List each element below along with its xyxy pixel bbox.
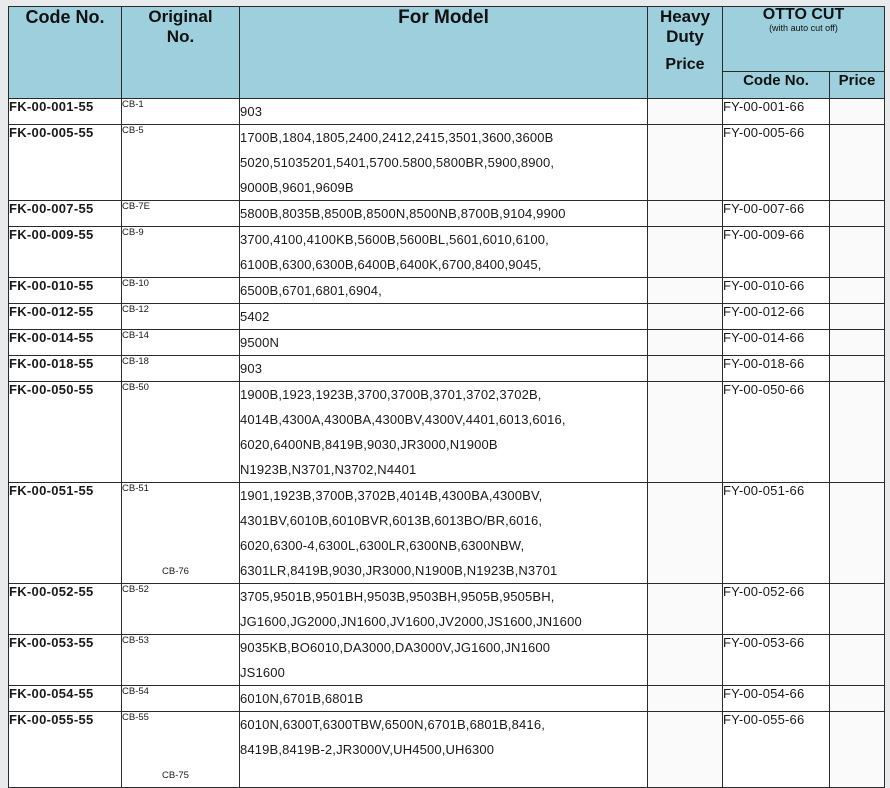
heavy-duty-price-cell [648,686,723,712]
original-no-secondary: CB-75 [162,770,189,781]
otto-code-no-cell: FY-00-051-66 [723,483,830,584]
header-heavy-line1: Heavy [659,7,711,26]
original-no-cell [122,483,240,584]
table-row [9,278,885,304]
model-line: 9000B,9601,9609B [240,180,354,195]
original-no: CB-1 [122,99,144,110]
for-model-cell [240,635,648,686]
table-row [9,227,885,278]
heavy-duty-price-cell [648,201,723,227]
heavy-duty-price-cell [648,483,723,584]
code-no-cell: FK-00-051-55 [9,483,122,584]
model-line: 6100B,6300,6300B,6400B,6400K,6700,8400,9045, [240,257,542,272]
model-line: 6500B,6701,6801,6904, [240,283,382,298]
model-line: 5020,51035201,5401,5700.5800,5800BR,5900,8900, [240,155,555,170]
otto-price-cell [830,382,885,483]
header-original-no [122,7,240,99]
for-model-cell [240,304,648,330]
otto-price-cell [830,304,885,330]
model-line: 1700B,1804,1805,2400,2412,2415,3501,3600,3600B [240,130,554,145]
otto-code-no-cell: FY-00-050-66 [723,382,830,483]
otto-price-cell [830,330,885,356]
table-header [9,7,885,99]
for-model-cell [240,382,648,483]
header-for-model [240,7,648,99]
model-line: 6301LR,8419B,9030,JR3000,N1900B,N1923B,N3701 [240,563,558,578]
table-row [9,356,885,382]
otto-code-no-cell: FY-00-001-66 [723,99,830,125]
heavy-duty-price-cell [648,304,723,330]
original-no-cell [122,278,240,304]
header-heavy-duty [648,7,723,99]
table-body [9,99,885,788]
header-otto-price [830,72,885,99]
header-code-no [9,7,122,99]
code-no-cell: FK-00-055-55 [9,712,122,788]
for-model-cell [240,330,648,356]
original-no-cell [122,99,240,125]
header-for-model-label: For Model [398,7,489,28]
otto-price-cell [830,278,885,304]
otto-price-cell [830,686,885,712]
code-no-cell: FK-00-005-55 [9,125,122,201]
original-no-cell [122,125,240,201]
otto-code-no-cell: FY-00-054-66 [723,686,830,712]
original-no: CB-53 [122,635,149,646]
heavy-duty-price-cell [648,278,723,304]
for-model-cell [240,584,648,635]
original-no: CB-54 [122,686,149,697]
header-otto-code-label: Code No. [743,72,809,89]
original-no: CB-9 [122,227,144,238]
header-otto-cut [723,7,885,72]
otto-code-no-cell: FY-00-010-66 [723,278,830,304]
otto-code-no-cell: FY-00-055-66 [723,712,830,788]
original-no: CB-12 [122,304,149,315]
table-row [9,584,885,635]
for-model-cell [240,356,648,382]
model-line: 8419B,8419B-2,JR3000V,UH4500,UH6300 [240,742,495,757]
price-table [8,6,885,788]
otto-code-no-cell: FY-00-007-66 [723,201,830,227]
model-line: N1923B,N3701,N3702,N4401 [240,462,417,477]
model-line: 903 [240,361,263,376]
code-no-cell: FK-00-014-55 [9,330,122,356]
otto-price-cell [830,356,885,382]
for-model-cell [240,201,648,227]
code-no-cell: FK-00-054-55 [9,686,122,712]
otto-code-no-cell: FY-00-014-66 [723,330,830,356]
otto-price-cell [830,712,885,788]
model-line: JS1600 [240,665,285,680]
original-no: CB-18 [122,356,149,367]
for-model-cell [240,227,648,278]
otto-code-no-cell: FY-00-012-66 [723,304,830,330]
original-no-cell [122,227,240,278]
model-line: 903 [240,104,263,119]
header-code-no-label: Code No. [25,7,105,27]
table-row [9,99,885,125]
heavy-duty-price-cell [648,125,723,201]
table-row [9,382,885,483]
code-no-cell: FK-00-009-55 [9,227,122,278]
otto-code-no-cell: FY-00-009-66 [723,227,830,278]
original-no-cell [122,712,240,788]
otto-price-cell [830,584,885,635]
original-no: CB-14 [122,330,149,341]
heavy-duty-price-cell [648,227,723,278]
heavy-duty-price-cell [648,356,723,382]
otto-code-no-cell: FY-00-053-66 [723,635,830,686]
original-no-secondary: CB-76 [162,566,189,577]
for-model-cell [240,483,648,584]
heavy-duty-price-cell [648,584,723,635]
otto-code-no-cell: FY-00-018-66 [723,356,830,382]
heavy-duty-price-cell [648,635,723,686]
model-line: 1900B,1923,1923B,3700,3700B,3701,3702,3702B, [240,387,542,402]
otto-price-cell [830,635,885,686]
original-no-cell [122,330,240,356]
model-line: 3705,9501B,9501BH,9503B,9503BH,9505B,9505BH, [240,589,555,604]
model-line: 4014B,4300A,4300BA,4300BV,4300V,4401,6013,6016, [240,412,566,427]
original-no: CB-7E [122,201,150,212]
original-no: CB-50 [122,382,149,393]
otto-code-no-cell: FY-00-052-66 [723,584,830,635]
for-model-cell [240,99,648,125]
code-no-cell: FK-00-001-55 [9,99,122,125]
code-no-cell: FK-00-050-55 [9,382,122,483]
heavy-duty-price-cell [648,382,723,483]
original-no: CB-55 [122,712,149,723]
model-line: 9500N [240,335,280,350]
code-no-cell: FK-00-007-55 [9,201,122,227]
model-line: 9035KB,BO6010,DA3000,DA3000V,JG1600,JN1600 [240,640,551,655]
model-line: 5402 [240,309,270,324]
original-no-cell [122,201,240,227]
table-row [9,686,885,712]
price-table-container [8,6,885,788]
original-no: CB-52 [122,584,149,595]
model-line: 4301BV,6010B,6010BVR,6013B,6013BO/BR,6016, [240,513,543,528]
heavy-duty-price-cell [648,330,723,356]
for-model-cell [240,125,648,201]
for-model-cell [240,712,648,788]
header-original-line1: Original [148,7,213,26]
heavy-duty-price-cell [648,99,723,125]
heavy-duty-price-cell [648,712,723,788]
model-line: 6020,6400NB,8419B,9030,JR3000,N1900B [240,437,498,452]
otto-price-cell [830,201,885,227]
otto-price-cell [830,99,885,125]
original-no: CB-10 [122,278,149,289]
header-original-line2: No. [166,27,195,46]
table-row [9,304,885,330]
header-heavy-line2: Duty [666,27,704,46]
for-model-cell [240,278,648,304]
otto-price-cell [830,483,885,584]
code-no-cell: FK-00-012-55 [9,304,122,330]
model-line: 3700,4100,4100KB,5600B,5600BL,5601,6010,6100, [240,232,549,247]
original-no-cell [122,584,240,635]
model-line: 6010N,6300T,6300TBW,6500N,6701B,6801B,8416, [240,717,545,732]
table-row [9,125,885,201]
model-line: 6010N,6701B,6801B [240,691,364,706]
header-heavy-price: Price [665,56,705,73]
otto-code-no-cell: FY-00-005-66 [723,125,830,201]
code-no-cell: FK-00-018-55 [9,356,122,382]
table-row [9,483,885,584]
code-no-cell: FK-00-052-55 [9,584,122,635]
table-row [9,201,885,227]
original-no: CB-51 [122,483,149,494]
table-row [9,712,885,788]
otto-price-cell [830,125,885,201]
original-no-cell [122,635,240,686]
original-no-cell [122,382,240,483]
header-otto-price-label: Price [838,72,876,89]
original-no-cell [122,304,240,330]
table-row [9,330,885,356]
original-no-cell [122,356,240,382]
header-otto-code-no [723,72,830,99]
original-no: CB-5 [122,125,144,136]
header-otto-title: OTTO CUT [762,6,845,23]
header-otto-note: (with auto cut off) [769,23,838,33]
model-line: 6020,6300-4,6300L,6300LR,6300NB,6300NBW, [240,538,525,553]
otto-price-cell [830,227,885,278]
code-no-cell: FK-00-053-55 [9,635,122,686]
model-line: JG1600,JG2000,JN1600,JV1600,JV2000,JS1600,JN1600 [240,614,582,629]
model-line: 5800B,8035B,8500B,8500N,8500NB,8700B,9104,9900 [240,206,566,221]
model-line: 1901,1923B,3700B,3702B,4014B,4300BA,4300BV, [240,488,543,503]
model-line [240,762,647,787]
code-no-cell: FK-00-010-55 [9,278,122,304]
table-row [9,635,885,686]
original-no-cell [122,686,240,712]
for-model-cell [240,686,648,712]
